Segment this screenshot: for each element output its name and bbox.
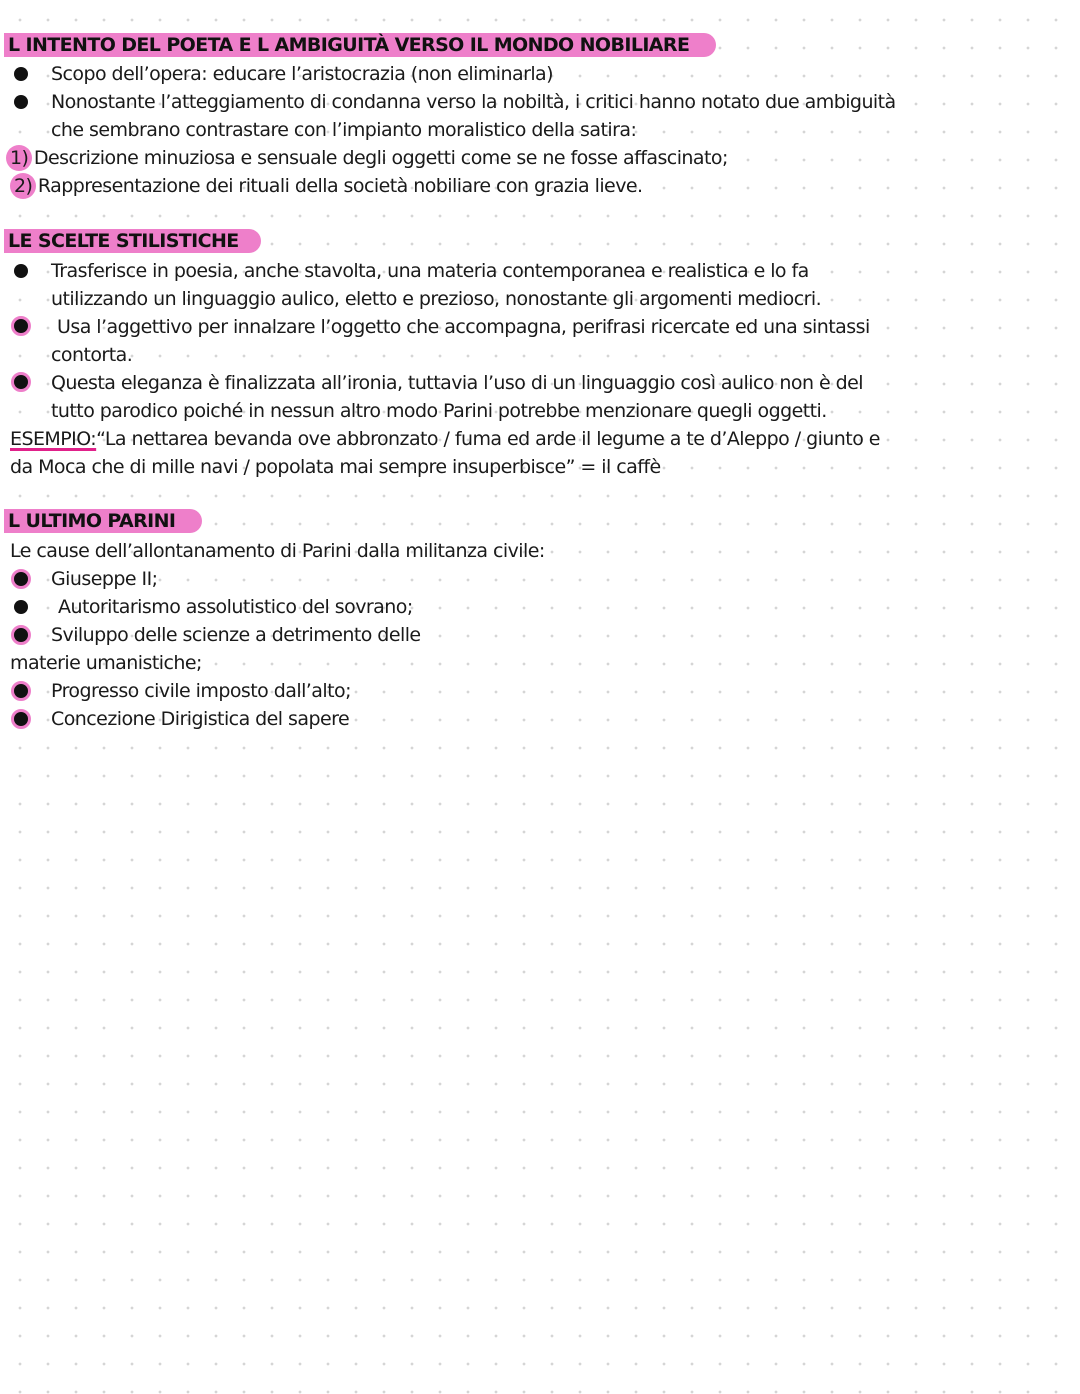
- section-heading-ultimo: [4, 509, 202, 533]
- example-line: [10, 425, 880, 453]
- section-heading-scelte: [4, 229, 261, 253]
- list-item: materie umanistiche;: [10, 652, 202, 674]
- section-heading-text: L INTENTO DEL POETA E L AMBIGUITÀ VERSO IL MONDO NOBILIARE: [8, 34, 690, 56]
- example-label: ESEMPIO:: [10, 428, 97, 450]
- bullet-dot-highlighted: [11, 625, 31, 645]
- list-item: Concezione Dirigistica del sapere: [51, 708, 350, 730]
- numbered-item: [10, 144, 728, 172]
- section-heading-intento: [4, 33, 716, 57]
- list-item: Sviluppo delle scienze a detrimento delle: [51, 624, 421, 646]
- text-line: contorta.: [51, 344, 133, 366]
- list-item: Autoritarismo assolutistico del sovrano;: [58, 596, 413, 618]
- text-line: che sembrano contrastare con l’impianto moralistico della satira:: [51, 119, 637, 141]
- list-item: Giuseppe II;: [51, 568, 158, 590]
- bullet-dot: [14, 67, 28, 81]
- bullet-dot-highlighted: [11, 316, 31, 336]
- number-text: 2): [14, 175, 33, 197]
- text-line: Usa l’aggettivo per innalzare l’oggetto che accompagna, perifrasi ricercate ed una sintassi: [57, 316, 870, 338]
- text-line: Questa eleganza è finalizzata all’ironia, tuttavia l’uso di un linguaggio così aulico non è del: [51, 372, 863, 394]
- bullet-dot-highlighted: [11, 709, 31, 729]
- bullet-dot: [14, 95, 28, 109]
- section-heading-text: L ULTIMO PARINI: [8, 510, 176, 532]
- numbered-item-text: Rappresentazione dei rituali della società nobiliare con grazia lieve.: [37, 175, 643, 197]
- text-line: Le cause dell’allontanamento di Parini dalla militanza civile:: [10, 540, 545, 562]
- text-line: Nonostante l’atteggiamento di condanna verso la nobiltà, i critici hanno notato due ambiguità: [51, 91, 896, 113]
- bullet-dot-highlighted: [11, 681, 31, 701]
- section-heading-text: LE SCELTE STILISTICHE: [8, 230, 239, 252]
- text-line: Scopo dell’opera: educare l’aristocrazia (non eliminarla): [51, 63, 554, 85]
- numbered-item: [14, 172, 643, 200]
- numbered-item-text: Descrizione minuziosa e sensuale degli oggetti come se ne fosse affascinato;: [33, 147, 728, 169]
- number-marker: [10, 144, 28, 172]
- example-line: da Moca che di mille navi / popolata mai sempre insuperbisce” = il caffè: [10, 456, 661, 478]
- number-text: 1): [10, 147, 29, 169]
- list-item: Progresso civile imposto dall’alto;: [51, 680, 351, 702]
- text-line: Trasferisce in poesia, anche stavolta, una materia contemporanea e realistica e lo fa: [51, 260, 809, 282]
- bullet-dot-highlighted: [11, 569, 31, 589]
- example-quote: “La nettarea bevanda ove abbronzato / fuma ed arde il legume a te d’Aleppo / giunto e: [96, 428, 880, 450]
- bullet-dot: [14, 264, 28, 278]
- text-line: tutto parodico poiché in nessun altro modo Parini potrebbe menzionare quegli oggetti.: [51, 400, 827, 422]
- number-marker: [14, 172, 32, 200]
- bullet-dot: [14, 600, 28, 614]
- text-line: utilizzando un linguaggio aulico, eletto e prezioso, nonostante gli argomenti mediocri.: [51, 288, 822, 310]
- bullet-dot-highlighted: [11, 372, 31, 392]
